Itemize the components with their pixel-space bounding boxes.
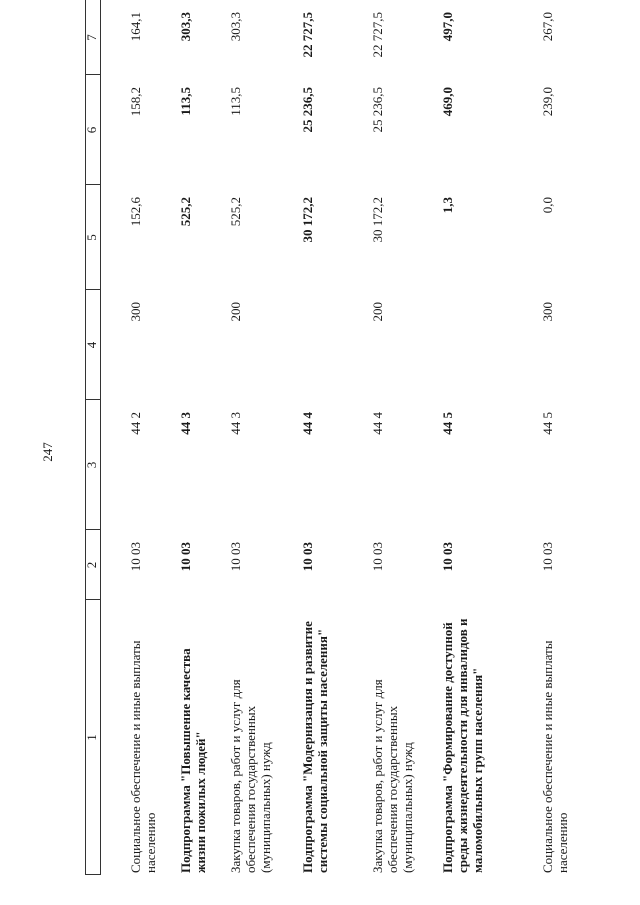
row-name: Закупка товаров, работ и услуг для обеспечения государственных (муниципальных) нужд [370, 679, 415, 873]
column-header-3: 3 [84, 461, 99, 469]
column-header-2: 2 [84, 561, 99, 569]
page-number: 247 [40, 442, 55, 462]
column-header-1: 1 [84, 734, 99, 741]
cell-col-7: 497,0 [440, 12, 455, 42]
cell-col-2: 10 03 [440, 542, 455, 572]
cell-col-3: 44 2 [128, 412, 143, 435]
cell-col-5: 30 172,2 [300, 197, 315, 243]
cell-col-4: 300 [540, 302, 555, 322]
cell-col-2: 10 03 [540, 542, 555, 572]
cell-col-6: 113,5 [228, 87, 243, 116]
cell-col-4: 200 [228, 302, 243, 322]
cell-col-6: 25 236,5 [300, 87, 315, 133]
cell-col-3: 44 4 [370, 412, 385, 435]
cell-col-2: 10 03 [228, 542, 243, 572]
row-name: Подпрограмма "Повышение качества жизни пожилых людей" [178, 648, 208, 873]
cell-col-5: 0,0 [540, 197, 555, 214]
cell-col-6: 469,0 [440, 87, 455, 117]
header-bottom-line [100, 0, 101, 875]
cell-col-3: 44 3 [228, 412, 243, 435]
cell-col-7: 22 727,5 [370, 12, 385, 58]
cell-col-4: 200 [370, 302, 385, 322]
cell-col-2: 10 03 [128, 542, 143, 572]
cell-col-7: 303,3 [228, 12, 243, 42]
cell-col-3: 44 3 [178, 412, 193, 435]
row-name: Подпрограмма "Модернизация и развитие системы социальной защиты населения" [300, 621, 330, 873]
cell-col-6: 25 236,5 [370, 87, 385, 133]
cell-col-5: 152,6 [128, 197, 143, 227]
column-header-6: 6 [84, 126, 99, 134]
cell-col-3: 44 5 [440, 412, 455, 435]
row-name: Социальное обеспечение и иные выплаты населению [128, 640, 158, 873]
cell-col-5: 525,2 [178, 197, 193, 227]
column-header-7: 7 [84, 34, 99, 41]
cell-col-4: 300 [128, 302, 143, 322]
cell-col-7: 303,3 [178, 12, 193, 42]
row-name: Закупка товаров, работ и услуг для обеспечения государственных (муниципальных) нужд [228, 679, 273, 873]
cell-col-3: 44 4 [300, 412, 315, 435]
cell-col-6: 113,5 [178, 87, 193, 116]
column-header-5: 5 [84, 234, 99, 241]
row-name: Подпрограмма "Формирование доступной среды жизнедеятельности для инвалидов и маломобильных групп населения" [440, 618, 485, 873]
row-name: Социальное обеспечение и иные выплаты населению [540, 640, 570, 873]
cell-col-7: 267,0 [540, 12, 555, 42]
cell-col-6: 239,0 [540, 87, 555, 117]
cell-col-3: 44 5 [540, 412, 555, 435]
cell-col-2: 10 03 [178, 542, 193, 572]
cell-col-2: 10 03 [370, 542, 385, 572]
cell-col-6: 158,2 [128, 87, 143, 117]
cell-col-5: 525,2 [228, 197, 243, 227]
cell-col-5: 1,3 [440, 197, 455, 214]
cell-col-7: 22 727,5 [300, 12, 315, 58]
cell-col-7: 164,1 [128, 12, 143, 42]
cell-col-2: 10 03 [300, 542, 315, 572]
column-header-4: 4 [84, 341, 99, 349]
cell-col-5: 30 172,2 [370, 197, 385, 243]
